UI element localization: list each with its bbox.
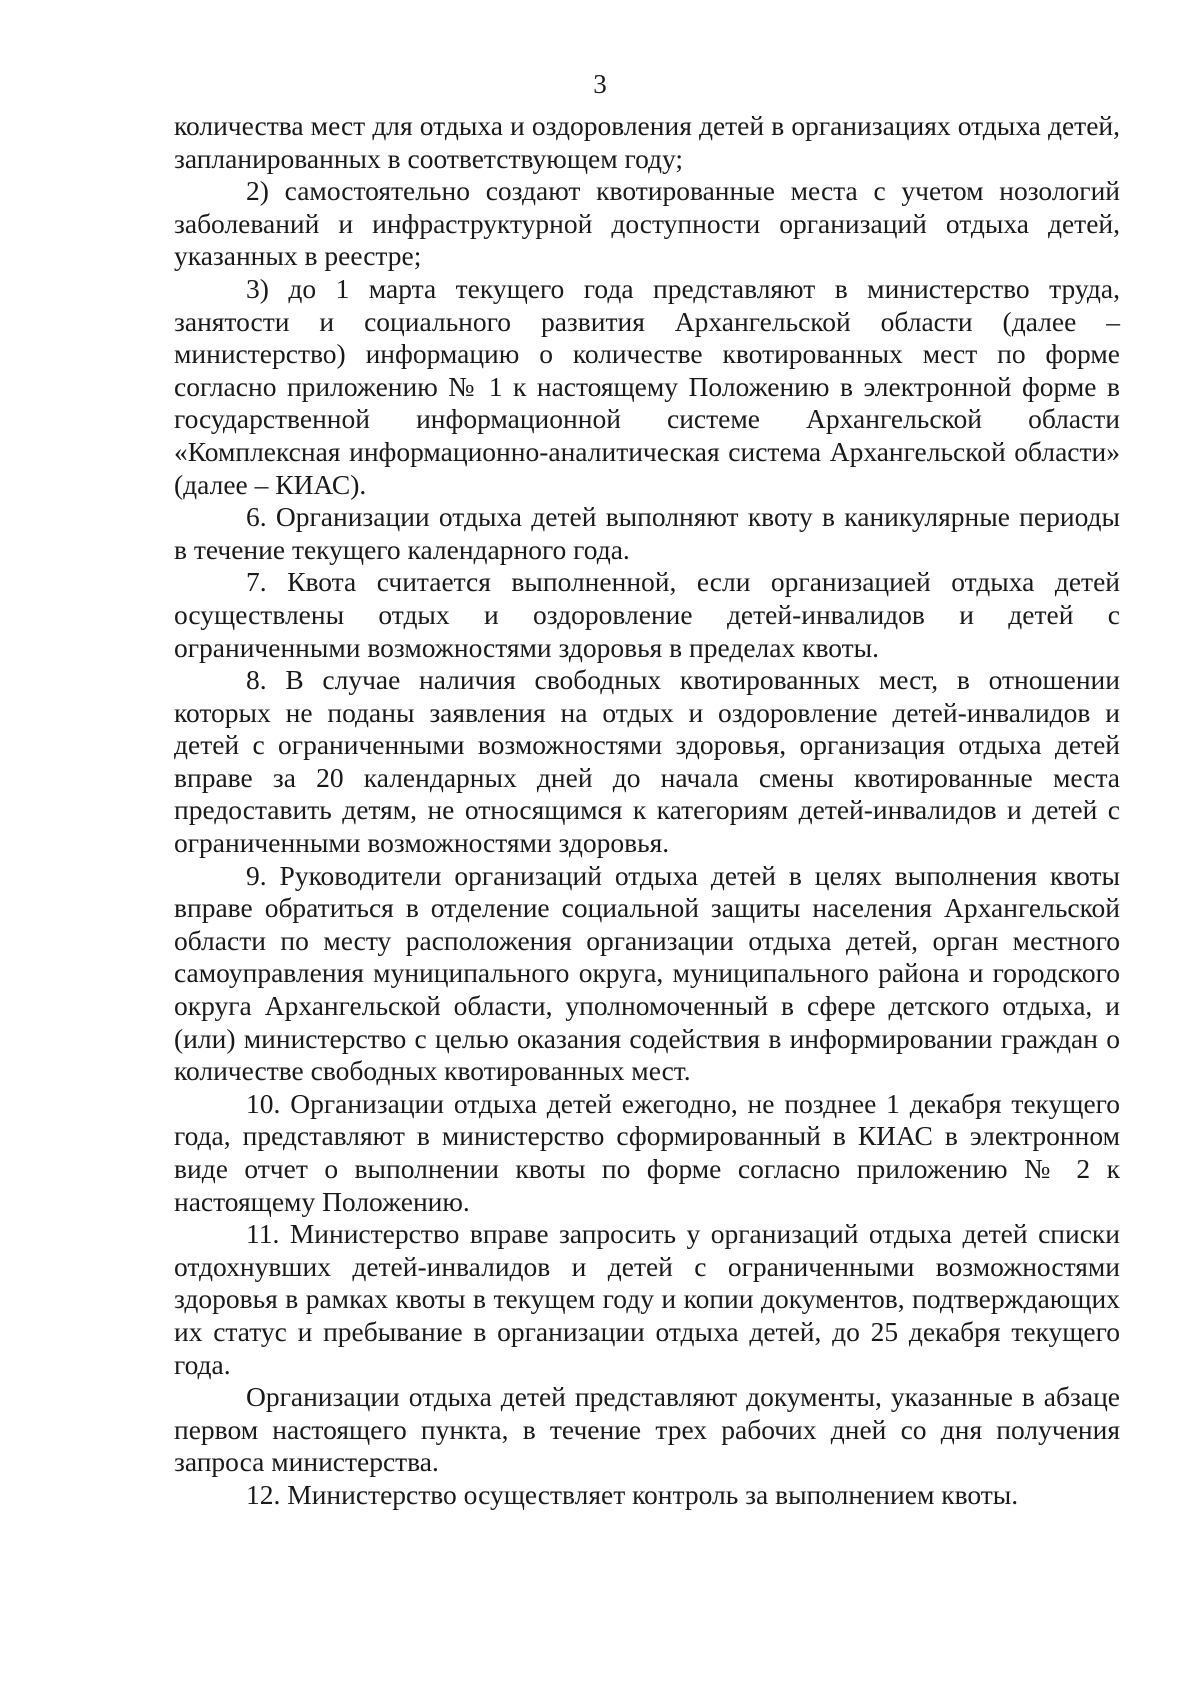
paragraph-clause-9: 9. Руководители организаций отдыха детей в целях выполнения квоты вправе обратиться в отделение социальной защиты населения Архангельской области по месту расположения организации отдыха детей, орган местного самоуправления муниципального округа, муниципального района и городского округа Архангельской области, уполномоченный в сфере детского отдыха, и (или) министерство с целью оказания содействия в информировании граждан о количестве свободных квотированных мест. [174, 859, 1120, 1087]
paragraph-clause-11: 11. Министерство вправе запросить у организаций отдыха детей списки отдохнувших детей-инвалидов и детей с ограниченными возможностями здоровья в рамках квоты в текущем году и копии документов, подтверждающих их статус и пребывание в организации отдыха детей, до 25 декабря текущего года. [174, 1218, 1120, 1380]
paragraph-item-2: 2) самостоятельно создают квотированные места с учетом нозологий заболеваний и инфраструктурной доступности организаций отдыха детей, указанных в реестре; [174, 175, 1120, 272]
paragraph-clause-10: 10. Организации отдыха детей ежегодно, не позднее 1 декабря текущего года, представляют в министерство сформированный в КИАС в электронном виде отчет о выполнении квоты по форме согласно приложению № 2 к настоящему Положению. [174, 1087, 1120, 1217]
paragraph-clause-6: 6. Организации отдыха детей выполняют квоту в каникулярные периоды в течение текущего календарного года. [174, 501, 1120, 565]
paragraph-clause-11-second: Организации отдыха детей представляют документы, указанные в абзаце первом настоящего пункта, в течение трех рабочих дней со дня получения запроса министерства. [174, 1381, 1120, 1478]
paragraph-clause-7: 7. Квота считается выполненной, если организацией отдыха детей осуществлены отдых и оздоровление детей-инвалидов и детей с ограниченными возможностями здоровья в пределах квоты. [174, 566, 1120, 663]
paragraph-clause-8: 8. В случае наличия свободных квотированных мест, в отношении которых не поданы заявления на отдых и оздоровление детей-инвалидов и детей с ограниченными возможностями здоровья, организация отдыха детей вправе за 20 календарных дней до начала смены квотированные места предоставить детям, не относящимся к категориям детей-инвалидов и детей с ограниченными возможностями здоровья. [174, 664, 1120, 859]
page-number: 3 [593, 69, 607, 99]
document-body [174, 110, 1120, 1512]
paragraph-item-3: 3) до 1 марта текущего года представляют в министерство труда, занятости и социального развития Архангельской области (далее – министерство) информацию о количестве квотированных мест по форме согласно приложению № 1 к настоящему Положению в электронной форме в государственной информационной системе Архангельской области «Комплексная информационно-аналитическая система Архангельской области» (далее – КИАС). [174, 272, 1120, 500]
paragraph-continuation: количества мест для отдыха и оздоровления детей в организациях отдыха детей, запланированных в соответствующем году; [174, 110, 1120, 174]
paragraph-clause-12: 12. Министерство осуществляет контроль за выполнением квоты. [246, 1478, 1019, 1510]
